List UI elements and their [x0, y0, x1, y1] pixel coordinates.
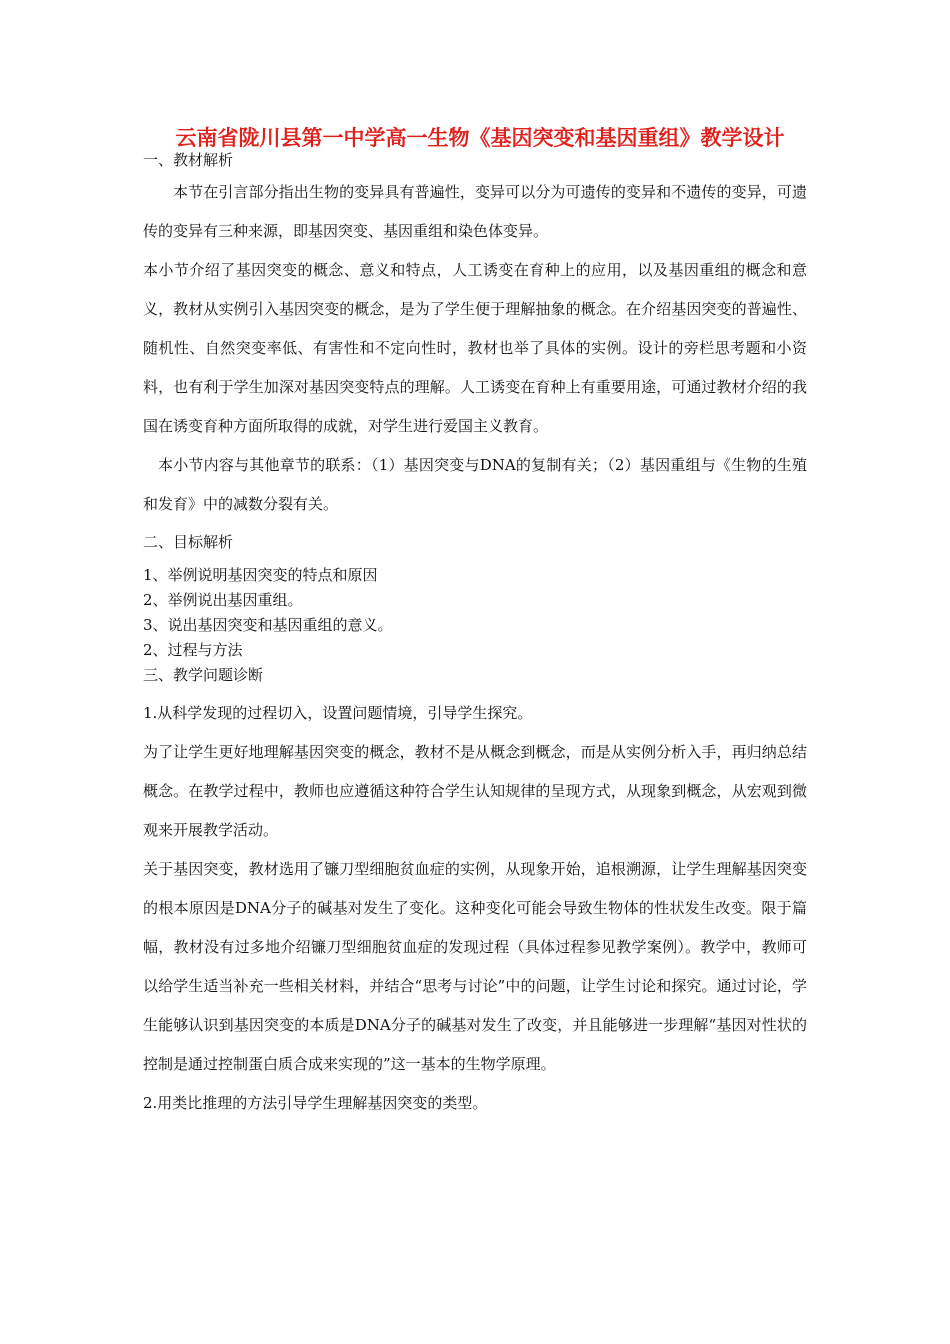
paragraph-variation-intro: 本节在引言部分指出生物的变异具有普遍性，变异可以分为可遗传的变异和不遗传的变异，可遗传的变异有三种来源，即基因突变、基因重组和染色体变异。 [143, 183, 807, 240]
list-item: 2、过程与方法 [143, 641, 243, 659]
paragraph-section-content: 本小节介绍了基因突变的概念、意义和特点，人工诱变在育种上的应用，以及基因重组的概念和意义，教材从实例引入基因突变的概念，是为了学生便于理解抽象的概念。在介绍基因突变的普遍性、随机性、自然突变率低、有害性和不定向性时，教材也举了具体的实例。设计的旁栏思考题和小资料，也有利于学生加深对基因突变特点的理解。人工诱变在育种上有重要用途，可通过教材介绍的我国在诱变育种方面所取得的成就，对学生进行爱国主义教育。 [143, 261, 807, 435]
objectives-list [143, 563, 807, 663]
paragraph-chapter-links: 本小节内容与其他章节的联系：（1）基因突变与DNA的复制有关；（2）基因重组与《生物的生殖和发育》中的减数分裂有关。 [143, 456, 807, 513]
paragraph-sickle-cell-example: 关于基因突变，教材选用了镰刀型细胞贫血症的实例，从现象开始，追根溯源，让学生理解基因突变的根本原因是DNA分子的碱基对发生了变化。这种变化可能会导致生物体的性状发生改变。限于篇幅，教材没有过多地介绍镰刀型细胞贫血症的发现过程（具体过程参见教学案例）。教学中，教师可以给学生适当补充一些相关材料，并结合“思考与讨论”中的问题，让学生讨论和探究。通过讨论，学生能够认识到基因突变的本质是DNA分子的碱基对发生了改变，并且能够进一步理解“基因对性状的控制是通过控制蛋白质合成来实现的”这一基本的生物学原理。 [143, 860, 807, 1073]
document-title: 云南省陇川县第一中学高一生物《基因突变和基因重组》教学设计 [175, 126, 785, 150]
section-heading-diagnosis: 三、教学问题诊断 [143, 666, 264, 684]
document-body [143, 148, 807, 1123]
list-item: 1、举例说明基因突变的特点和原因 [143, 566, 378, 584]
list-item: 3、说出基因突变和基因重组的意义。 [143, 616, 393, 634]
list-item: 2、举例说出基因重组。 [143, 591, 303, 609]
diagnosis-point-2: 2.用类比推理的方法引导学生理解基因突变的类型。 [143, 1094, 488, 1112]
diagnosis-point-1: 1.从科学发现的过程切入，设置问题情境，引导学生探究。 [143, 704, 533, 722]
section-heading-textbook-analysis: 一、教材解析 [143, 151, 234, 169]
paragraph-concept-teaching: 为了让学生更好地理解基因突变的概念，教材不是从概念到概念，而是从实例分析入手，再归纳总结概念。在教学过程中，教师也应遵循这种符合学生认知规律的呈现方式，从现象到概念，从宏观到微观来开展教学活动。 [143, 743, 807, 839]
section-heading-objectives: 二、目标解析 [143, 533, 234, 551]
